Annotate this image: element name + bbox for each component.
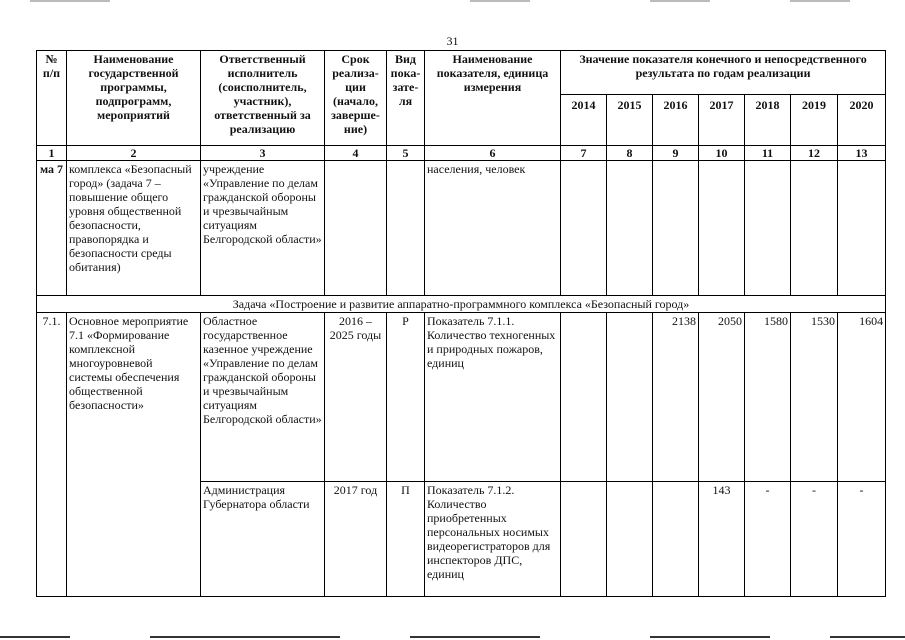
row-value <box>561 161 607 296</box>
measure-num: 7.1. <box>37 313 67 597</box>
header-year: 2014 <box>561 94 607 145</box>
row-value: - <box>791 482 838 597</box>
row-type <box>387 161 425 296</box>
task-title-row <box>37 296 886 313</box>
scan-line <box>410 636 540 638</box>
row-term: 2017 год <box>325 482 387 597</box>
column-number: 7 <box>561 146 607 161</box>
column-number: 6 <box>425 146 561 161</box>
row-value: 1530 <box>791 313 838 482</box>
row-term <box>325 161 387 296</box>
row-value <box>791 161 838 296</box>
row-executor: Областное государственное казенное учреждение «Управление по делам гражданской обороны и чрезвычайным ситуациям Белгородской области» <box>201 313 325 482</box>
column-number: 4 <box>325 146 387 161</box>
row-value <box>653 161 699 296</box>
row-value: 2138 <box>653 313 699 482</box>
row-num: ма 7 <box>37 161 67 296</box>
header-year: 2020 <box>838 94 886 145</box>
measure-name: Основное мероприятие 7.1 «Формирование комплексной многоуровневой системы обеспечения общественной безопасности» <box>67 313 201 597</box>
header-name: Наименование государственной программы, подпрограмм, мероприятий <box>67 51 201 146</box>
row-type: П <box>387 482 425 597</box>
row-indicator: Показатель 7.1.1. Количество техногенных и природных пожаров, единиц <box>425 313 561 482</box>
row-value <box>699 161 745 296</box>
row-term: 2016 – 2025 годы <box>325 313 387 482</box>
row-value: 1604 <box>838 313 886 482</box>
header-indicator: Наименование показателя, единица измерения <box>425 51 561 146</box>
row-executor: учреждение «Управление по делам гражданской обороны и чрезвычайным ситуациям Белгородской области» <box>201 161 325 296</box>
scan-line <box>650 0 710 2</box>
header-year: 2015 <box>607 94 653 145</box>
scan-line <box>0 636 70 638</box>
column-number: 11 <box>745 146 791 161</box>
column-numbers-row <box>37 146 886 161</box>
header-row <box>37 51 886 95</box>
scan-line <box>470 0 530 2</box>
scan-line <box>30 0 110 2</box>
scan-line <box>150 636 340 638</box>
scan-line <box>790 0 850 2</box>
row-value: 143 <box>699 482 745 597</box>
header-year: 2017 <box>699 94 745 145</box>
program-table <box>36 50 886 597</box>
row-name: комплекса «Безопасный город» (задача 7 – повышение общего уровня общественной безопасности, правопорядка и безопасности среды обитания) <box>67 161 201 296</box>
column-number: 9 <box>653 146 699 161</box>
table-row <box>37 161 886 296</box>
header-type: Вид пока-зате-ля <box>387 51 425 146</box>
header-term: Срок реализа-ции (начало, заверше-ние) <box>325 51 387 146</box>
row-executor: Администрация Губернатора области <box>201 482 325 597</box>
column-number: 3 <box>201 146 325 161</box>
row-value <box>607 482 653 597</box>
row-value <box>607 313 653 482</box>
row-type: Р <box>387 313 425 482</box>
row-indicator: населения, человек <box>425 161 561 296</box>
row-value: 2050 <box>699 313 745 482</box>
row-value <box>653 482 699 597</box>
row-value <box>838 161 886 296</box>
row-value <box>561 313 607 482</box>
row-value <box>745 161 791 296</box>
column-number: 1 <box>37 146 67 161</box>
column-number: 8 <box>607 146 653 161</box>
task-title: Задача «Построение и развитие аппаратно-программного комплекса «Безопасный город» <box>37 296 886 313</box>
row-value <box>561 482 607 597</box>
header-num: № п/п <box>37 51 67 146</box>
scan-line <box>650 636 770 638</box>
header-values-group: Значение показателя конечного и непосредственного результата по годам реализации <box>561 51 886 95</box>
column-number: 13 <box>838 146 886 161</box>
header-executor: Ответственный исполнитель (соисполнитель, участник), ответственный за реализацию <box>201 51 325 146</box>
table-row <box>37 313 886 482</box>
page-number: 31 <box>446 34 459 48</box>
column-number: 12 <box>791 146 838 161</box>
scan-line <box>830 636 905 638</box>
row-value <box>607 161 653 296</box>
row-value: - <box>745 482 791 597</box>
column-number: 5 <box>387 146 425 161</box>
row-indicator: Показатель 7.1.2. Количество приобретенных персональных носимых видеорегистраторов для инспекторов ДПС, единиц <box>425 482 561 597</box>
column-number: 2 <box>67 146 201 161</box>
header-year: 2016 <box>653 94 699 145</box>
header-year: 2018 <box>745 94 791 145</box>
column-number: 10 <box>699 146 745 161</box>
row-value: - <box>838 482 886 597</box>
header-year: 2019 <box>791 94 838 145</box>
row-value: 1580 <box>745 313 791 482</box>
